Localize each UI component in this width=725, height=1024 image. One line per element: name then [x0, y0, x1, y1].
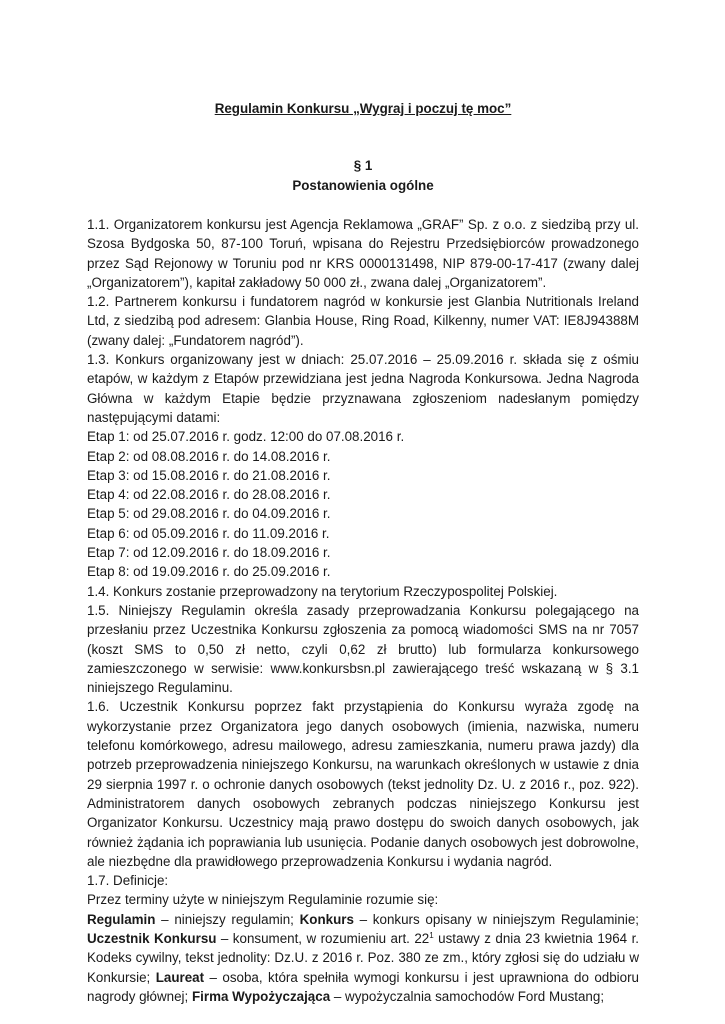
- section-heading: Postanowienia ogólne: [292, 178, 434, 193]
- document-title: Regulamin Konkursu „Wygraj i poczuj tę moc”: [214, 101, 512, 116]
- term-konkurs: Konkurs: [299, 911, 354, 927]
- stage-item: Etap 8: od 19.09.2016 r. do 25.09.2016 r.: [87, 564, 331, 580]
- paragraph-1-4: 1.4. Konkurs zostanie przeprowadzony na terytorium Rzeczypospolitej Polskiej.: [87, 583, 558, 599]
- definitions-intro: Przez terminy użyte w niniejszym Regulaminie rozumie się:: [87, 892, 439, 908]
- stage-item: Etap 2: od 08.08.2016 r. do 14.08.2016 r.: [87, 448, 331, 464]
- paragraph-1-1: 1.1. Organizatorem konkursu jest Agencja Reklamowa „GRAF” Sp. z o.o. z siedzibą przy ul. Szosa Bydgoska 50, 87-100 Toruń, wpisana do Rejestru Przedsiębiorców prowadzonego przez Sąd Rejonowy w Toruniu pod nr KRS 0000131498, NIP 879-00-17-417 (zwany dalej „Organizatorem”), kapitał zakładowy 50 000 zł., zwana dalej „Organizatorem”.: [87, 217, 639, 290]
- def-firma: – wypożyczalnia samochodów Ford Mustang;: [330, 988, 605, 1004]
- stage-item: Etap 1: od 25.07.2016 r. godz. 12:00 do 07.08.2016 r.: [87, 429, 405, 445]
- paragraph-1-2: 1.2. Partnerem konkursu i fundatorem nagród w konkursie jest Glanbia Nutritionals Ireland Ltd, z siedzibą pod adresem: Glanbia House, Ring Road, Kilkenny, numer VAT: IE8J94388M (zwany dalej: „Fundatorem nagród”).: [87, 294, 639, 348]
- footnote-superscript: 1: [429, 930, 434, 940]
- term-laureat: Laureat: [155, 969, 205, 985]
- stage-item: Etap 6: od 05.09.2016 r. do 11.09.2016 r.: [87, 525, 330, 541]
- stage-item: Etap 7: od 12.09.2016 r. do 18.09.2016 r.: [87, 545, 331, 561]
- def-uczestnik-a: – konsument, w rozumieniu art. 22: [216, 930, 430, 946]
- stage-list: [87, 427, 639, 581]
- paragraph-1-5: 1.5. Niniejszy Regulamin określa zasady przeprowadzania Konkursu polegającego na przesłaniu przez Uczestnika Konkursu zgłoszenia za pomocą wiadomości SMS na nr 7057 (koszt SMS to 0,50 zł netto, czyli 0,62 zł brutto) lub formularza konkursowego zamieszczonego w serwisie: www.konkursbsn.pl zawierającego treść wskazaną w § 3.1 niniejszego Regulaminu.: [87, 602, 639, 696]
- term-regulamin: Regulamin: [87, 911, 156, 927]
- section-number: § 1: [353, 158, 373, 173]
- stage-item: Etap 3: od 15.08.2016 r. do 21.08.2016 r.: [87, 467, 331, 483]
- stage-item: Etap 4: od 22.08.2016 r. do 28.08.2016 r.: [87, 487, 331, 503]
- term-firma: Firma Wypożyczająca: [191, 988, 331, 1004]
- definitions-paragraph: [87, 910, 639, 1006]
- def-uczestnik-b: ustawy z dnia 23 kwietnia 1964 r. Kodeks cywilny, tekst jednolity: Dz.U. z 2016 r. Poz. 380 ze zm., który zgłosi się do udziału w Konkursie;: [87, 930, 640, 985]
- paragraph-1-7: 1.7. Definicje:: [87, 873, 169, 889]
- def-laureat: – osoba, która spełniła wymogi konkursu i jest uprawniona do odbioru nagrody głównej;: [87, 969, 639, 1004]
- term-uczestnik: Uczestnik Konkursu: [87, 930, 217, 946]
- def-regulamin: – niniejszy regulamin;: [155, 911, 300, 927]
- stage-item: Etap 5: od 29.08.2016 r. do 04.09.2016 r.: [87, 506, 331, 522]
- paragraph-1-6: 1.6. Uczestnik Konkursu poprzez fakt przystąpienia do Konkursu wyraża zgodę na wykorzystanie przez Organizatora jego danych osobowych (imienia, nazwiska, numeru telefonu komórkowego, adresu mailowego, adresu zamieszkania, numeru prawa jazdy) dla potrzeb przeprowadzenia niniejszego Konkursu, na warunkach określonych w ustawie z dnia 29 sierpnia 1997 r. o ochronie danych osobowych (tekst jednolity Dz. U. z 2016 r., poz. 922). Administratorem danych osobowych zebranych podczas niniejszego Konkursu jest Organizator Konkursu. Uczestnicy mają prawo dostępu do swoich danych osobowych, jak również żądania ich poprawiania lub usunięcia. Podanie danych osobowych jest dobrowolne, ale niezbędne dla prawidłowego przeprowadzenia Konkursu i wydania nagród.: [87, 699, 639, 869]
- def-konkurs: – konkurs opisany w niniejszym Regulaminie;: [353, 911, 639, 927]
- paragraph-1-3: 1.3. Konkurs organizowany jest w dniach: 25.07.2016 – 25.09.2016 r. składa się z ośmiu etapów, w każdym z Etapów przewidziana jest jedna Nagroda Konkursowa. Jedna Nagroda Główna w każdym Etapie będzie przyznawana zgłoszeniom nadesłanym pomiędzy następującymi datami:: [87, 352, 639, 425]
